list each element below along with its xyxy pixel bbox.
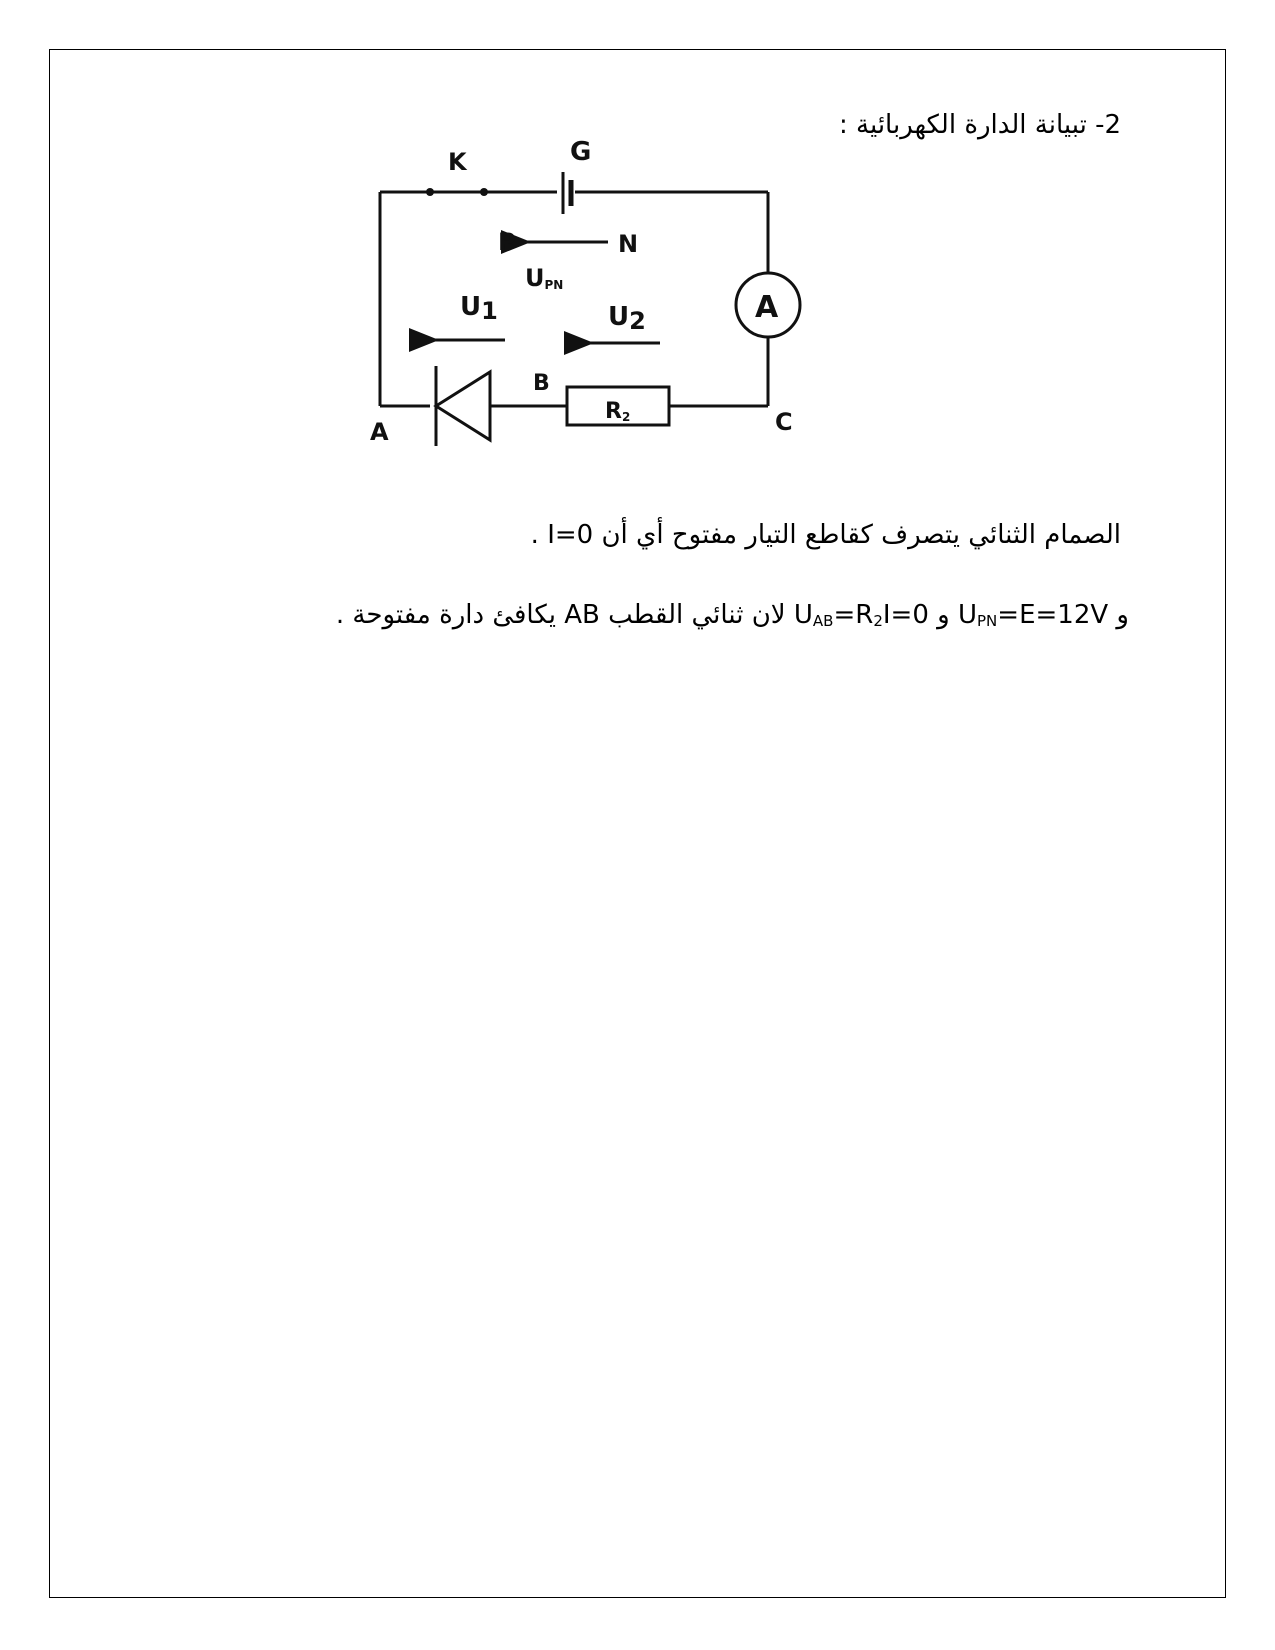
label-u2: U2 xyxy=(608,302,646,335)
section-heading: 2- تبيانة الدارة الكهربائية : xyxy=(839,110,1121,140)
line1-end: . xyxy=(530,520,548,550)
label-a: A xyxy=(370,418,389,446)
diode-triangle xyxy=(436,372,490,440)
explanation-line-1 xyxy=(531,518,1121,552)
label-u1: U1 xyxy=(460,292,498,325)
current-formula: I=0 xyxy=(547,520,594,550)
label-r2: R2 xyxy=(605,399,631,424)
label-ammeter: A xyxy=(755,290,779,325)
label-g: G xyxy=(570,140,592,167)
line1-text: الصمام الثنائي يتصرف كقاطع التيار مفتوح أي أن xyxy=(593,520,1121,550)
uab-formula: $U_{AB}=R_2I=0$ xyxy=(793,600,929,630)
line2-start: و xyxy=(1108,600,1129,630)
line2-end: لان ثنائي القطب AB يكافئ دارة مفتوحة . xyxy=(335,600,794,630)
switch-contact-left xyxy=(426,188,434,196)
label-p: P xyxy=(498,228,516,256)
line2-mid: و xyxy=(928,600,958,630)
explanation-line-2 xyxy=(336,598,1129,638)
label-n: N xyxy=(618,230,639,258)
label-upn: UPN xyxy=(525,264,564,292)
upn-formula: $U_{PN}=E=12V$ xyxy=(957,600,1109,630)
switch-contact-right xyxy=(480,188,488,196)
label-k: K xyxy=(448,148,467,176)
label-c: C xyxy=(775,408,793,436)
label-b: B xyxy=(533,371,550,396)
circuit-diagram xyxy=(370,140,840,460)
